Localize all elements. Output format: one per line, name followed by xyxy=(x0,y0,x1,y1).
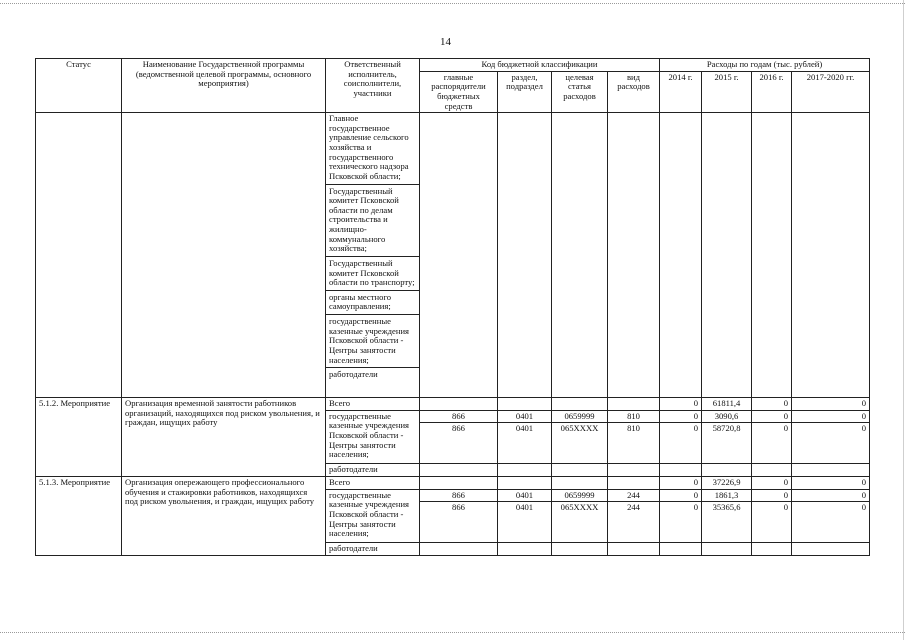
executor-divider xyxy=(326,312,419,315)
header-grbs: главные распорядители бюджетных средств xyxy=(420,71,498,113)
value-2015: 35365,6 xyxy=(702,502,752,543)
executor-divider xyxy=(326,254,419,257)
target-cell: 0659999 xyxy=(552,489,608,502)
header-status: Статус xyxy=(36,59,122,113)
activity-status: 5.1.2. Мероприятие xyxy=(36,398,122,477)
page-number: 14 xyxy=(440,36,451,48)
header-name: Наименование Государственной программы (ведомственной целевой программы, основного мероприятия) xyxy=(122,59,326,113)
header-responsible: Ответственный исполнитель, соисполнители, участники xyxy=(326,59,420,113)
value-2016: 0 xyxy=(752,423,792,464)
executor-divider xyxy=(326,288,419,291)
executor-item: Главное государственное управление сельского хозяйства и государственного технического надзора Псковской области; xyxy=(329,113,409,181)
value-2014: 0 xyxy=(660,423,702,464)
grbs-cell: 866 xyxy=(420,423,498,464)
total-2015: 61811,4 xyxy=(702,398,752,411)
value-2016: 0 xyxy=(752,502,792,543)
section-cell: 0401 xyxy=(498,410,552,423)
continuation-executors xyxy=(326,113,420,398)
scan-artifact-bottom xyxy=(0,632,905,634)
value-2015: 58720,8 xyxy=(702,423,752,464)
total-2014: 0 xyxy=(660,477,702,490)
scan-edge xyxy=(903,0,904,640)
header-budget-code: Код бюджетной классификации xyxy=(420,59,660,72)
kind-cell: 810 xyxy=(608,423,660,464)
grbs-cell: 866 xyxy=(420,410,498,423)
kind-cell: 244 xyxy=(608,489,660,502)
total-2017-2020: 0 xyxy=(792,477,870,490)
value-2014: 0 xyxy=(660,489,702,502)
continuation-name xyxy=(122,113,326,398)
executor-item: Государственный комитет Псковской области по транспорту; xyxy=(329,257,415,288)
total-2015: 37226,9 xyxy=(702,477,752,490)
executor-item: государственные казенные учреждения Псковской области - Центры занятости населения; xyxy=(329,316,410,365)
value-2015: 1861,3 xyxy=(702,489,752,502)
target-cell: 0659999 xyxy=(552,410,608,423)
activity-status: 5.1.3. Мероприятие xyxy=(36,477,122,556)
total-2014: 0 xyxy=(660,398,702,411)
value-2014: 0 xyxy=(660,410,702,423)
grbs-cell: 866 xyxy=(420,502,498,543)
activity-name: Организация опережающего профессионального обучения и стажировки работников, находящихся под риском увольнения, и граждан, ищущих работу xyxy=(122,477,326,556)
activity-5-1-2-total-row xyxy=(36,398,870,411)
total-label: Всего xyxy=(326,477,420,490)
target-cell: 065XXXX xyxy=(552,423,608,464)
continuation-row xyxy=(36,113,870,398)
header-2017-2020: 2017-2020 гг. xyxy=(792,71,870,113)
total-2016: 0 xyxy=(752,477,792,490)
total-label: Всего xyxy=(326,398,420,411)
section-cell: 0401 xyxy=(498,489,552,502)
value-2016: 0 xyxy=(752,410,792,423)
header-section: раздел, подраздел xyxy=(498,71,552,113)
section-cell: 0401 xyxy=(498,502,552,543)
header-target: целевая статья расходов xyxy=(552,71,608,113)
kind-cell: 810 xyxy=(608,410,660,423)
executor-cell: государственные казенные учреждения Псковской области - Центры занятости населения; xyxy=(326,410,420,464)
value-2017-2020: 0 xyxy=(792,502,870,543)
executor-divider xyxy=(326,182,419,185)
activity-name: Организация временной занятости работников организаций, находящихся под риском увольнения, и граждан, ищущих работу xyxy=(122,398,326,477)
value-2014: 0 xyxy=(660,502,702,543)
value-2017-2020: 0 xyxy=(792,423,870,464)
activity-5-1-3-total-row xyxy=(36,477,870,490)
kind-cell: 244 xyxy=(608,502,660,543)
executor-item: органы местного самоуправления; xyxy=(329,291,391,312)
header-row-1 xyxy=(36,59,870,72)
header-kind: вид расходов xyxy=(608,71,660,113)
executor-item: работодатели xyxy=(329,369,378,380)
header-expenses: Расходы по годам (тыс. рублей) xyxy=(660,59,870,72)
target-cell: 065XXXX xyxy=(552,502,608,543)
executor-cell: государственные казенные учреждения Псковской области - Центры занятости населения; xyxy=(326,489,420,543)
header-2016: 2016 г. xyxy=(752,71,792,113)
scan-artifact-top xyxy=(0,3,905,5)
total-2017-2020: 0 xyxy=(792,398,870,411)
section-cell: 0401 xyxy=(498,423,552,464)
value-2016: 0 xyxy=(752,489,792,502)
total-2016: 0 xyxy=(752,398,792,411)
value-2015: 3090,6 xyxy=(702,410,752,423)
value-2017-2020: 0 xyxy=(792,410,870,423)
header-2015: 2015 г. xyxy=(702,71,752,113)
continuation-status xyxy=(36,113,122,398)
executor-divider xyxy=(326,365,419,368)
executor-item: Государственный комитет Псковской области по делам строительства и жилищно-коммунального хозяйства; xyxy=(329,185,399,254)
value-2017-2020: 0 xyxy=(792,489,870,502)
executor-cell: работодатели xyxy=(326,543,420,556)
grbs-cell: 866 xyxy=(420,489,498,502)
executor-cell: работодатели xyxy=(326,464,420,477)
budget-table xyxy=(35,58,870,556)
header-2014: 2014 г. xyxy=(660,71,702,113)
